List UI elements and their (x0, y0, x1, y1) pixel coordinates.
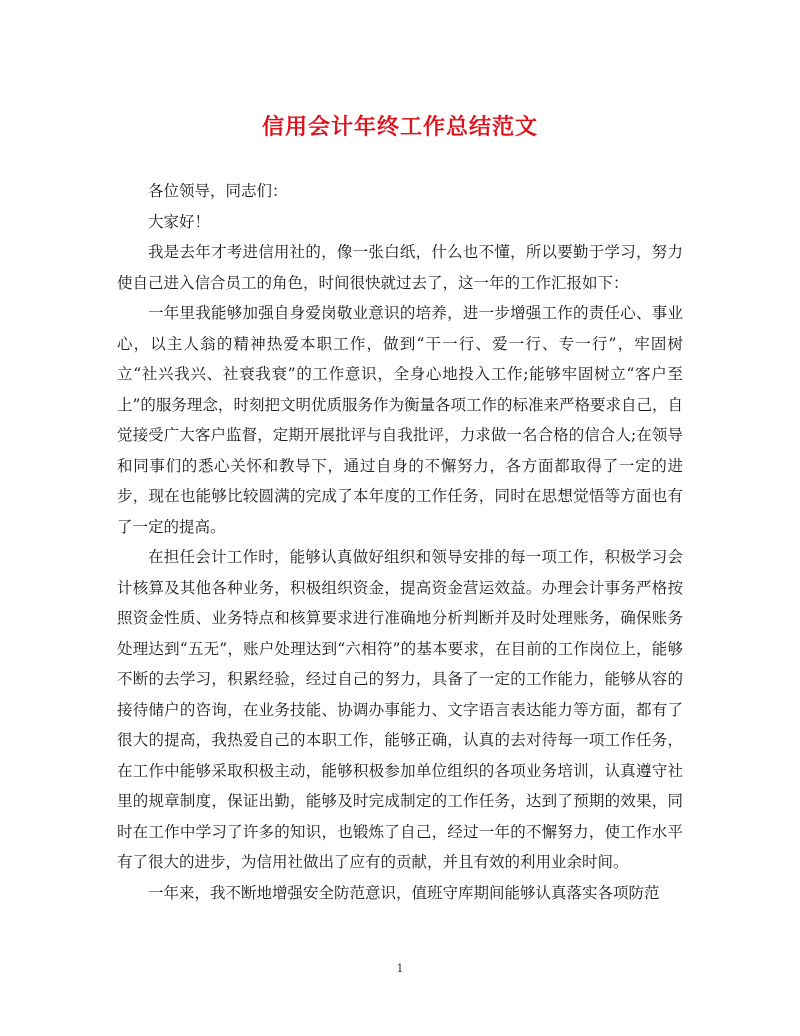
page-number: 1 (396, 962, 404, 975)
dedication-paragraph: 一年里我能够加强自身爱岗敬业意识的培养，进一步增强工作的责任心、事业心，以主人翁的精神热爱本职工作，做到“干一行、爱一行、专一行”，牢固树立“社兴我兴、社衰我衰”的工作意识，全身心地投入工作;能够牢固树立“客户至上”的服务理念，时刻把文明优质服务作为衡量各项工作的标准来严格要求自己，自觉接受广大客户监督，定期开展批评与自我批评，力求做一名合格的信合人;在领导和同事们的悉心关怀和教导下，通过自身的不懈努力，各方面都取得了一定的进步，现在也能够比较圆满的完成了本年度的工作任务，同时在思想觉悟等方面也有了一定的提高。 (117, 304, 683, 536)
salutation-paragraph: 各位领导，同志们： (148, 182, 288, 200)
safety-paragraph: 一年来，我不断地增强安全防范意识，值班守库期间能够认真落实各项防范 (148, 883, 660, 902)
accounting-work-paragraph: 在担任会计工作时，能够认真做好组织和领导安排的每一项工作，积极学习会计核算及其他各种业务，积极组织资金，提高资金营运效益。办理会计事务严格按照资金性质、业务特点和核算要求进行准确地分析判断并及时处理账务，确保账务处理达到“五无”，账户处理达到“六相符”的基本要求，在目前的工作岗位上，能够不断的去学习，积累经验，经过自己的努力，具备了一定的工作能力，能够从容的接待储户的咨询，在业务技能、协调办事能力、文字语言表达能力等方面，都有了很大的提高，我热爱自己的本职工作，能够正确，认真的去对待每一项工作任务，在工作中能够采取积极主动，能够积极参加单位组织的各项业务培训，认真遵守社里的规章制度，保证出勤，能够及时完成制定的工作任务，达到了预期的效果，同时在工作中学习了许多的知识，也锻炼了自己，经过一年的不懈努力，使工作水平有了很大的进步，为信用社做出了应有的贡献，并且有效的利用业余时间。 (117, 548, 683, 871)
greeting-paragraph: 大家好！ (148, 212, 211, 231)
intro-paragraph: 我是去年才考进信用社的，像一张白纸，什么也不懂，所以要勤于学习，努力使自己进入信合员工的角色，时间很快就过去了，这一年的工作汇报如下： (117, 243, 683, 292)
document-title: 信用会计年终工作总结范文 (261, 114, 538, 140)
document-body (117, 176, 683, 908)
